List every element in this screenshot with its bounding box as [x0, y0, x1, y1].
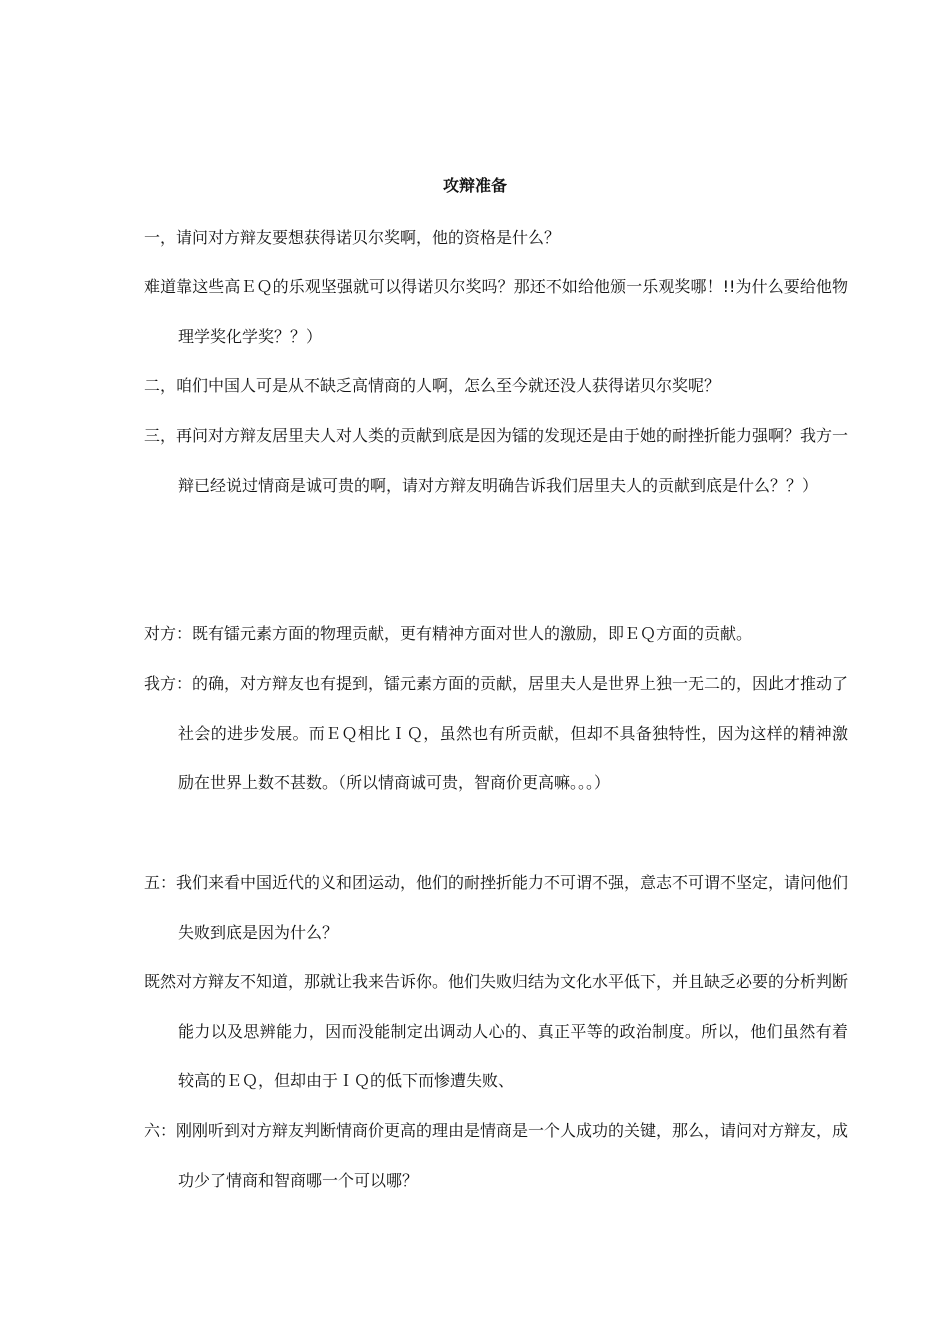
- document-title: 攻辩准备: [442, 176, 507, 195]
- paragraph-question-3: 三，再问对方辩友居里夫人对人类的贡献到底是因为镭的发现还是由于她的耐挫折能力强啊？我方一辩已经说过情商是诚可贵的啊，请对方辩友明确告诉我们居里夫人的贡献到底是什么？？）: [144, 426, 849, 495]
- paragraph-question-6: 六：刚刚听到对方辩友判断情商价更高的理由是情商是一个人成功的关键，那么，请问对方辩友，成功少了情商和智商哪一个可以哪？: [144, 1121, 849, 1190]
- paragraph-answer-5: 既然对方辩友不知道，那就让我来告诉你。他们失败归结为文化水平低下，并且缺乏必要的分析判断能力以及思辨能力，因而没能制定出调动人心的、真正平等的政治制度。所以，他们虽然有着较高的ＥＱ，但却由于ＩＱ的低下而惨遭失败、: [144, 972, 849, 1090]
- paragraph-opponent: 对方：既有镭元素方面的物理贡献，更有精神方面对世人的激励，即ＥＱ方面的贡献。: [144, 624, 753, 643]
- paragraph-question-5: 五：我们来看中国近代的义和团运动，他们的耐挫折能力不可谓不强，意志不可谓不坚定，请问他们失败到底是因为什么？: [144, 873, 849, 942]
- paragraph-question-2: 二，咱们中国人可是从不缺乏高情商的人啊，怎么至今就还没人获得诺贝尔奖呢？: [144, 376, 721, 395]
- paragraph-our-side: 我方：的确，对方辩友也有提到，镭元素方面的贡献，居里夫人是世界上独一无二的，因此才推动了社会的进步发展。而ＥＱ相比ＩＱ，虽然也有所贡献，但却不具备独特性，因为这样的精神激励在世界上数不甚数。（所以情商诚可贵，智商价更高嘛。。。）: [144, 674, 849, 792]
- paragraph-followup-1: 难道靠这些高ＥＱ的乐观坚强就可以得诺贝尔奖吗？那还不如给他颁一乐观奖哪！!!为什么要给他物理学奖化学奖？？）: [144, 277, 848, 346]
- paragraph-question-1: 一，请问对方辩友要想获得诺贝尔奖啊，他的资格是什么？: [144, 228, 561, 247]
